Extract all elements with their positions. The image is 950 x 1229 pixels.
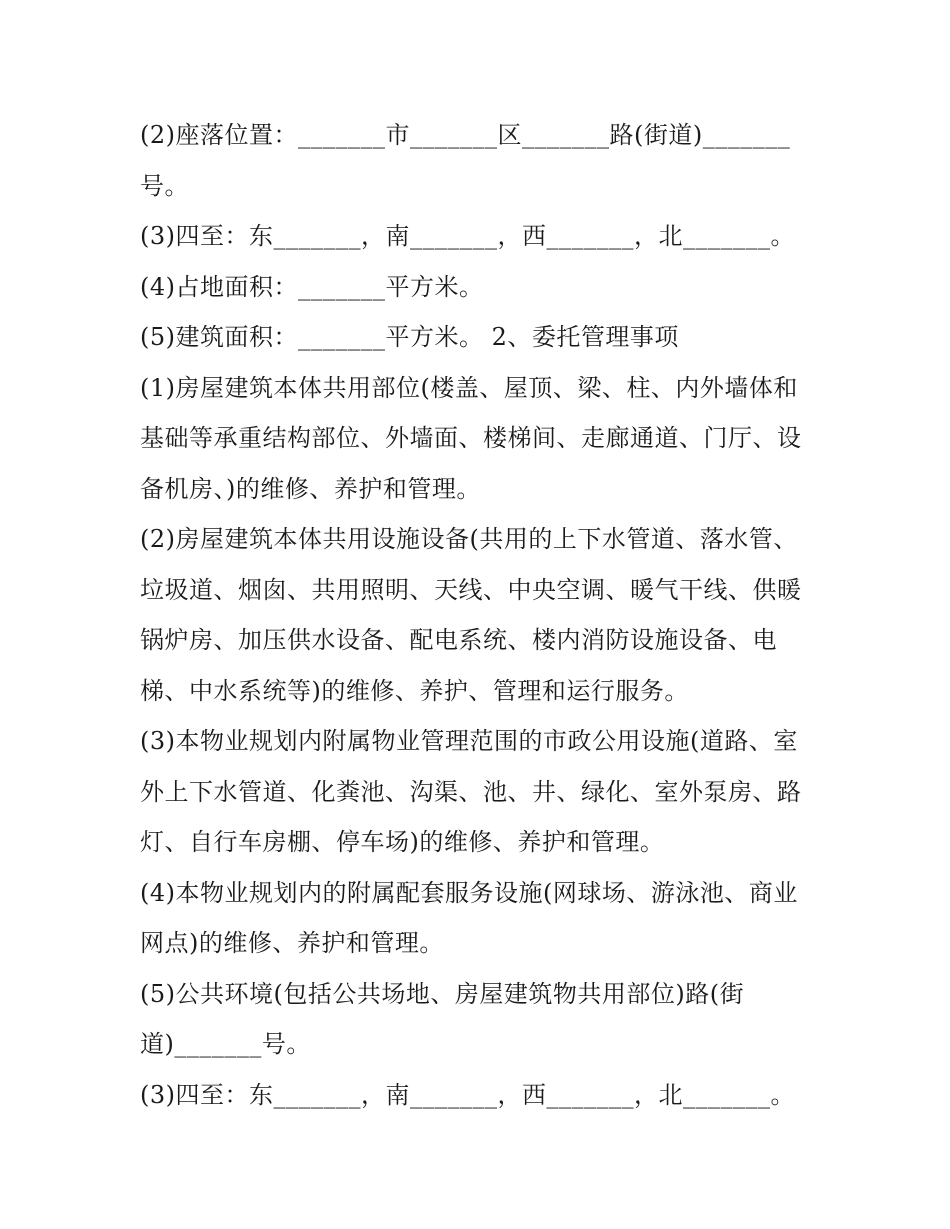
- text-line-item-2a: (2)房屋建筑本体共用设施设备(共用的上下水管道、落水管、: [140, 525, 798, 553]
- text-line-item-2b: 垃圾道、烟囱、共用照明、天线、中央空调、暖气干线、供暖: [140, 575, 802, 604]
- text-line-item-3b: 外上下水管道、化粪池、沟渠、池、井、绿化、室外泵房、路: [140, 777, 802, 806]
- text-line-building-area: (5)建筑面积：_______平方米。 2、委托管理事项: [140, 323, 679, 351]
- text-line-location: (2)座落位置：_______市_______区_______路(街道)_______: [140, 121, 791, 149]
- text-line-item-4b: 网点)的维修、养护和管理。: [140, 929, 444, 957]
- text-line-item-2d: 梯、中水系统等)的维修、养护、管理和运行服务。: [140, 676, 689, 705]
- text-line-item-1c: 备机房、)的维修、养护和管理。: [140, 474, 481, 503]
- document-page: [140, 110, 830, 1120]
- text-line-item-3c: 灯、自行车房棚、停车场)的维修、养护和管理。: [140, 828, 665, 856]
- text-line-land-area: (4)占地面积：_______平方米。: [140, 272, 484, 301]
- text-line-item-1a: (1)房屋建筑本体共用部位(楼盖、屋顶、梁、柱、内外墙体和: [140, 373, 798, 402]
- text-line-item-2c: 锅炉房、加压供水设备、配电系统、楼内消防设施设备、电: [140, 626, 777, 654]
- text-line-item-4a: (4)本物业规划内的附属配套服务设施(网球场、游泳池、商业: [140, 878, 798, 907]
- text-line-item-5a: (5)公共环境(包括公共场地、房屋建筑物共用部位)路(街: [140, 979, 745, 1008]
- text-line-item-1b: 基础等承重结构部位、外墙面、楼梯间、走廊通道、门厅、设: [140, 424, 802, 452]
- text-line-item-3a: (3)本物业规划内附属物业管理范围的市政公用设施(道路、室: [140, 727, 798, 755]
- text-line-location-cont: 号。: [140, 171, 189, 200]
- text-line-boundaries: (3)四至：东_______，南_______，西_______，北_______。: [140, 222, 795, 250]
- text-line-boundaries-repeat: (3)四至：东_______，南_______，西_______，北_______。: [140, 1080, 795, 1109]
- text-line-item-5b: 道)_______号。: [140, 1030, 311, 1058]
